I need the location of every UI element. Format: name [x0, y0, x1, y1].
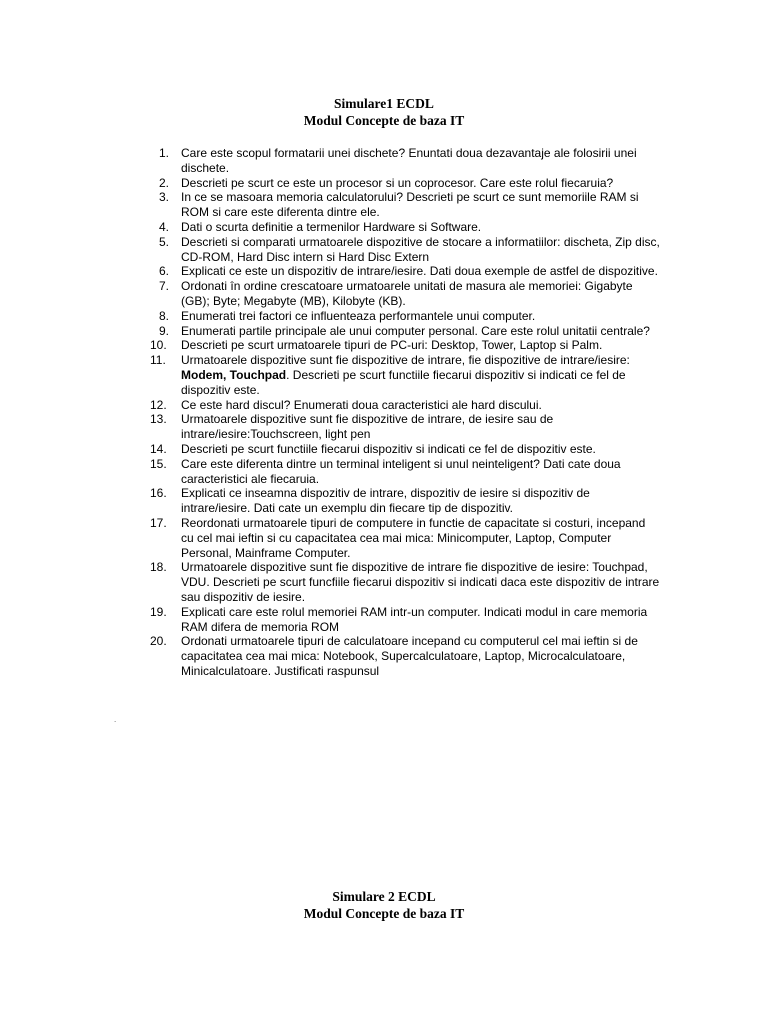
question-item: [150, 412, 660, 442]
question-item: [150, 457, 660, 487]
question-text: In ce se masoara memoria calculatorului? Descrieti pe scurt ce sunt memoriile RAM si ROM si care este diferenta dintre ele.: [181, 190, 639, 220]
question-text: Ordonati urmatoarele tipuri de calculatoare incepand cu computerul cel mai ieftin si de capacitatea cea mai mica: Notebook, Supercalculatoare, Laptop, Microcalculatoare, Minicalculatoare. Justificati raspunsul: [181, 634, 638, 678]
question-text: Descrieti si comparati urmatoarele dispozitive de stocare a informatiilor: discheta, Zip disc, CD-ROM, Hard Disc intern si Hard Disc Extern: [181, 234, 660, 264]
question-text: Urmatoarele dispozitive sunt fie dispozitive de intrare fie dispozitive de iesire: Touchpad, VDU. Descrieti pe scurt funcfiile fiecarui dispozitiv si indicati daca este dispozitiv de intrare sau dispozitiv de iesire.: [181, 560, 660, 604]
question-item: [150, 220, 660, 235]
section-2-heading: [0, 888, 768, 922]
question-number: 14.: [150, 441, 167, 456]
section-2-subtitle: Modul Concepte de baza IT: [303, 906, 465, 921]
question-text: Enumerati trei factori ce influenteaza performantele unui computer.: [181, 308, 536, 323]
section-1-title: Simulare1 ECDL: [334, 96, 434, 111]
question-text: Explicati ce inseamna dispozitiv de intrare, dispozitiv de iesire si dispozitiv de intrare/iesire. Dati cate un exemplu din fiecare tip de dispozitiv.: [181, 486, 590, 516]
question-item: [150, 146, 660, 176]
question-text: Ordonati în ordine crescatoare urmatoarele unitati de masura ale memoriei: Gigabyte (GB); Byte; Megabyte (MB), Kilobyte (KB).: [181, 279, 633, 308]
question-text: Ce este hard discul? Enumerati doua caracteristici ale hard discului.: [181, 397, 542, 412]
question-number: 13.: [150, 412, 167, 427]
question-text: Enumerati partile principale ale unui computer personal. Care este rolul unitatii centrale?: [181, 323, 650, 338]
question-number: 1.: [159, 146, 170, 160]
question-text: Dati o scurta definitie a termenilor Hardware si Software.: [181, 219, 482, 234]
section-1-subtitle: Modul Concepte de baza IT: [303, 113, 465, 128]
question-number: 12.: [150, 397, 167, 412]
question-number: 7.: [159, 279, 170, 294]
question-text: Descrieti pe scurt urmatoarele tipuri de PC-uri: Desktop, Tower, Laptop si Palm.: [181, 338, 603, 353]
question-item: [150, 324, 660, 339]
question-number: 5.: [159, 234, 170, 249]
question-item: [150, 190, 660, 220]
question-text: Explicati ce este un dispozitiv de intrare/iesire. Dati doua exemple de astfel de dispozitive.: [181, 264, 658, 279]
question-list: [150, 146, 660, 679]
question-number: 9.: [159, 323, 170, 338]
question-item: [150, 353, 660, 397]
question-text: Explicati care este rolul memoriei RAM intr-un computer. Indicati modul in care memoria RAM difera de memoria ROM: [181, 604, 648, 634]
question-text: Descrieti pe scurt functiile fiecarui dispozitiv si indicati ce fel de dispozitiv este.: [181, 441, 596, 456]
question-text-part: Urmatoarele dispozitive sunt fie dispozitive de intrare, fie dispozitive de intrare/iesire:: [181, 353, 630, 368]
question-number: 15.: [150, 456, 167, 471]
question-number: 2.: [159, 175, 170, 190]
question-number: 16.: [150, 486, 167, 501]
question-item: [150, 442, 660, 457]
question-text: Care este diferenta dintre un terminal inteligent si unul neinteligent? Dati cate doua caracteristici ale fiecaruia.: [181, 456, 621, 486]
question-item: [150, 264, 660, 279]
question-item: [150, 605, 660, 635]
question-item: [150, 338, 660, 353]
section-1-heading: [0, 95, 768, 129]
question-number: 20.: [150, 634, 167, 649]
question-text: Urmatoarele dispozitive sunt fie dispozitive de intrare, de iesire sau de intrare/iesire:Touchscreen, light pen: [181, 412, 554, 442]
question-number: 11.: [150, 353, 166, 368]
question-item: [150, 516, 660, 560]
question-item: [150, 398, 660, 413]
question-number: 10.: [150, 338, 167, 353]
question-text: Care este scopul formatarii unei dischete? Enuntati doua dezavantaje ale folosirii unei dischete.: [181, 146, 637, 175]
question-item: [150, 279, 660, 309]
question-text-bold: Modem, Touchpad: [181, 367, 287, 382]
question-text-part: . Descrieti pe scurt functiile fiecarui dispozitiv si indicati ce fel de dispozitiv este.: [181, 367, 626, 397]
stray-mark: .: [114, 715, 117, 724]
question-item: [150, 176, 660, 191]
question-item: [150, 235, 660, 265]
question-number: 17.: [150, 515, 167, 530]
question-number: 19.: [150, 604, 167, 619]
question-item: [150, 486, 660, 516]
question-number: 18.: [150, 560, 167, 575]
section-2-title: Simulare 2 ECDL: [332, 889, 436, 904]
question-number: 3.: [159, 190, 170, 205]
question-number: 6.: [159, 264, 170, 279]
question-text: [181, 353, 630, 397]
question-text: Reordonati urmatoarele tipuri de computere in functie de capacitate si costuri, incepand cu cel mai ieftin si cu capacitatea cea mai mica: Minicomputer, Laptop, Computer Personal, Mainframe Computer.: [181, 515, 646, 560]
question-item: [150, 634, 660, 678]
question-number: 8.: [159, 308, 170, 323]
question-number: 4.: [159, 219, 170, 234]
question-item: [150, 309, 660, 324]
question-text: Descrieti pe scurt ce este un procesor si un coprocesor. Care este rolul fiecaruia?: [181, 175, 614, 190]
question-item: [150, 560, 660, 604]
